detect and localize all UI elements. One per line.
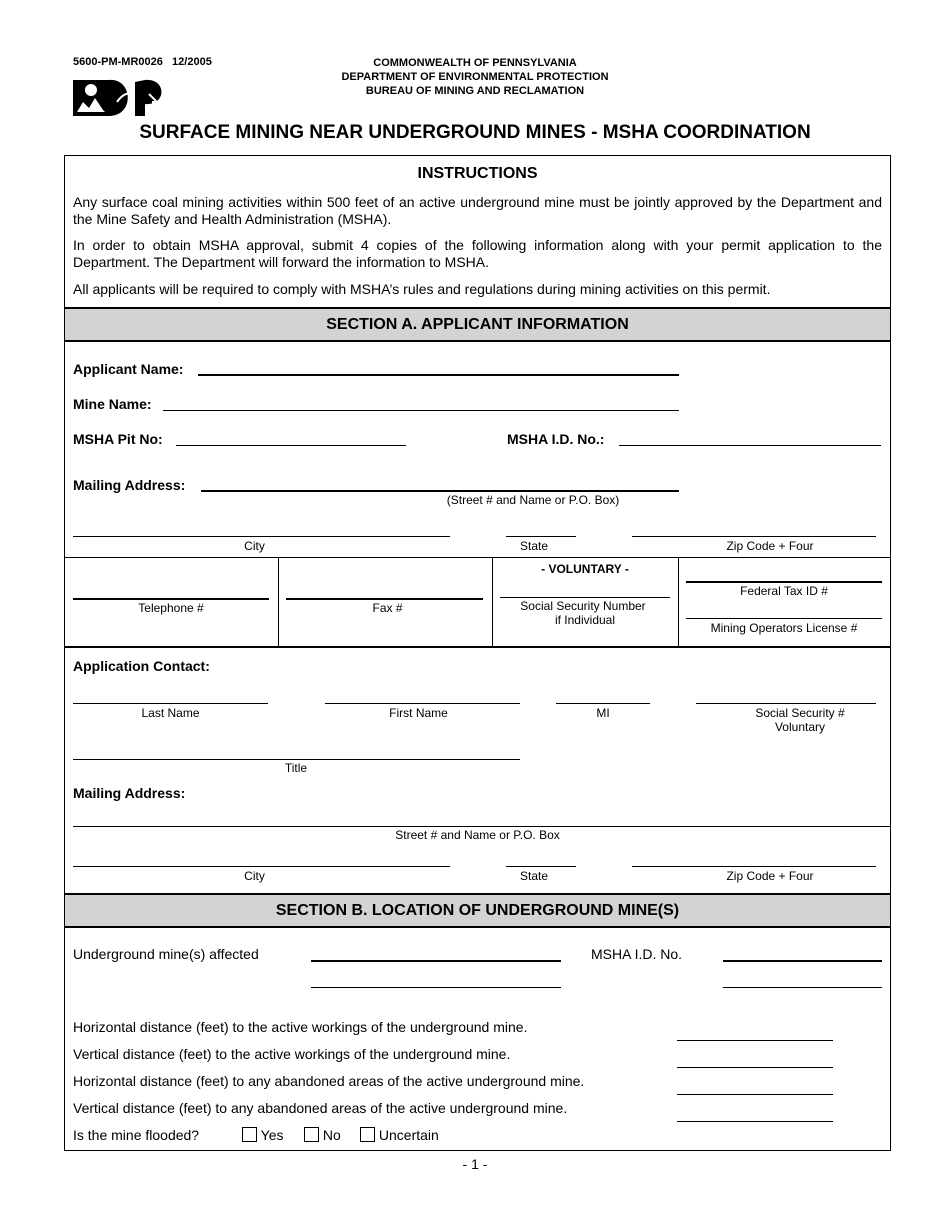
zip-caption: Zip Code + Four bbox=[726, 539, 814, 553]
uncertain-checkbox[interactable] bbox=[360, 1127, 375, 1142]
operators-license-caption: Mining Operators License # bbox=[710, 621, 858, 635]
yes-label: Yes bbox=[260, 1127, 284, 1143]
vertical-abandoned-field[interactable] bbox=[677, 1121, 833, 1122]
contact-street-field[interactable] bbox=[73, 826, 890, 827]
zip-field[interactable] bbox=[632, 536, 876, 537]
state-caption: State bbox=[519, 539, 549, 553]
telephone-caption: Telephone # bbox=[138, 601, 204, 615]
contact-city-field[interactable] bbox=[73, 866, 450, 867]
contact-street-caption: Street # and Name or P.O. Box bbox=[395, 828, 560, 842]
mines-affected-label: Underground mine(s) affected bbox=[73, 946, 259, 962]
divider bbox=[678, 557, 679, 646]
agency-line-3: BUREAU OF MINING AND RECLAMATION bbox=[365, 85, 585, 97]
question-horizontal-active: Horizontal distance (feet) to the active workings of the underground mine. bbox=[73, 1019, 528, 1035]
city-caption: City bbox=[244, 539, 265, 553]
form-frame bbox=[64, 155, 891, 1151]
horizontal-active-field[interactable] bbox=[677, 1040, 833, 1041]
agency-line-1: COMMONWEALTH OF PENNSYLVANIA bbox=[373, 57, 577, 69]
first-name-field[interactable] bbox=[325, 703, 520, 704]
form-code: 5600-PM-MR0026 12/2005 bbox=[73, 56, 212, 68]
section-b-heading: SECTION B. LOCATION OF UNDERGROUND MINE(S) bbox=[65, 893, 890, 928]
divider bbox=[278, 557, 279, 646]
svg-text:DEP: DEP bbox=[95, 74, 108, 80]
agency-line-2: DEPARTMENT OF ENVIRONMENTAL PROTECTION bbox=[341, 71, 609, 83]
contact-ss-field[interactable] bbox=[696, 703, 876, 704]
fax-field[interactable] bbox=[286, 598, 483, 600]
msha-id-b-field-2[interactable] bbox=[723, 987, 882, 988]
form-title: SURFACE MINING NEAR UNDERGROUND MINES - MSHA COORDINATION bbox=[139, 122, 811, 143]
no-checkbox[interactable] bbox=[304, 1127, 319, 1142]
last-name-caption: Last Name bbox=[141, 706, 200, 720]
contact-ss-caption-2: Voluntary bbox=[774, 720, 826, 734]
divider bbox=[65, 557, 890, 558]
telephone-field[interactable] bbox=[73, 598, 269, 600]
flooded-no-option[interactable] bbox=[304, 1127, 341, 1143]
first-name-caption: First Name bbox=[389, 706, 448, 720]
msha-id-label: MSHA I.D. No.: bbox=[507, 431, 605, 447]
title-caption: Title bbox=[284, 761, 308, 775]
flooded-yes-option[interactable] bbox=[242, 1127, 283, 1143]
state-field[interactable] bbox=[506, 536, 576, 537]
msha-id-b-field-1[interactable] bbox=[723, 960, 882, 962]
city-field[interactable] bbox=[73, 536, 450, 537]
msha-pit-no-field[interactable] bbox=[176, 445, 406, 446]
federal-tax-caption: Federal Tax ID # bbox=[740, 584, 828, 598]
mines-affected-field-1[interactable] bbox=[311, 960, 561, 962]
mine-name-field[interactable] bbox=[163, 410, 679, 411]
yes-checkbox[interactable] bbox=[242, 1127, 257, 1142]
divider bbox=[65, 646, 890, 648]
contact-zip-caption: Zip Code + Four bbox=[726, 869, 814, 883]
mi-field[interactable] bbox=[556, 703, 650, 704]
mines-affected-field-2[interactable] bbox=[311, 987, 561, 988]
instructions-heading: INSTRUCTIONS bbox=[417, 165, 538, 182]
ssn-caption-1: Social Security Number bbox=[520, 599, 646, 613]
flooded-question: Is the mine flooded? bbox=[73, 1127, 200, 1143]
no-label: No bbox=[322, 1127, 341, 1143]
flooded-uncertain-option[interactable] bbox=[360, 1127, 439, 1143]
contact-city-caption: City bbox=[244, 869, 265, 883]
uncertain-label: Uncertain bbox=[378, 1127, 439, 1143]
voluntary-label: - VOLUNTARY - bbox=[541, 562, 629, 576]
question-horizontal-abandoned: Horizontal distance (feet) to any abandoned areas of the active underground mine. bbox=[73, 1073, 585, 1089]
applicant-name-label: Applicant Name: bbox=[73, 361, 184, 377]
instructions-paragraph-1: Any surface coal mining activities within 500 feet of an active underground mine must be jointly approved by the Department and the Mine Safety and Health Administration (MSHA). bbox=[73, 194, 882, 227]
applicant-name-field[interactable] bbox=[198, 374, 679, 376]
question-vertical-active: Vertical distance (feet) to the active workings of the underground mine. bbox=[73, 1046, 511, 1062]
section-a-heading: SECTION A. APPLICANT INFORMATION bbox=[65, 307, 890, 342]
msha-pit-no-label: MSHA Pit No: bbox=[73, 431, 163, 447]
mi-caption: MI bbox=[596, 706, 610, 720]
mine-name-label: Mine Name: bbox=[73, 396, 152, 412]
instructions-paragraph-2: In order to obtain MSHA approval, submit 4 copies of the following information along with your permit application to the Department. The Department will forward the information to MSHA. bbox=[73, 237, 882, 270]
dep-logo bbox=[73, 72, 173, 118]
ssn-caption-2: if Individual bbox=[554, 613, 616, 627]
mailing-address-field[interactable] bbox=[201, 490, 679, 492]
question-vertical-abandoned: Vertical distance (feet) to any abandoned areas of the active underground mine. bbox=[73, 1100, 568, 1116]
ssn-field[interactable] bbox=[500, 597, 670, 598]
msha-id-field[interactable] bbox=[619, 445, 881, 446]
contact-state-caption: State bbox=[519, 869, 549, 883]
fax-caption: Fax # bbox=[372, 601, 403, 615]
last-name-field[interactable] bbox=[73, 703, 268, 704]
msha-id-b-label: MSHA I.D. No. bbox=[591, 946, 683, 962]
mailing-address-label: Mailing Address: bbox=[73, 477, 186, 493]
instructions-paragraph-3: All applicants will be required to comply with MSHA’s rules and regulations during mining activities on this permit. bbox=[73, 281, 771, 297]
operators-license-field[interactable] bbox=[686, 618, 882, 619]
contact-zip-field[interactable] bbox=[632, 866, 876, 867]
horizontal-abandoned-field[interactable] bbox=[677, 1094, 833, 1095]
federal-tax-field[interactable] bbox=[686, 581, 882, 583]
title-field[interactable] bbox=[73, 759, 520, 760]
application-contact-label: Application Contact: bbox=[73, 658, 210, 674]
vertical-active-field[interactable] bbox=[677, 1067, 833, 1068]
contact-state-field[interactable] bbox=[506, 866, 576, 867]
contact-ss-caption-1: Social Security # bbox=[755, 706, 845, 720]
street-caption: (Street # and Name or P.O. Box) bbox=[446, 493, 620, 507]
contact-mailing-address-label: Mailing Address: bbox=[73, 785, 186, 801]
page-number: - 1 - bbox=[462, 1156, 488, 1172]
